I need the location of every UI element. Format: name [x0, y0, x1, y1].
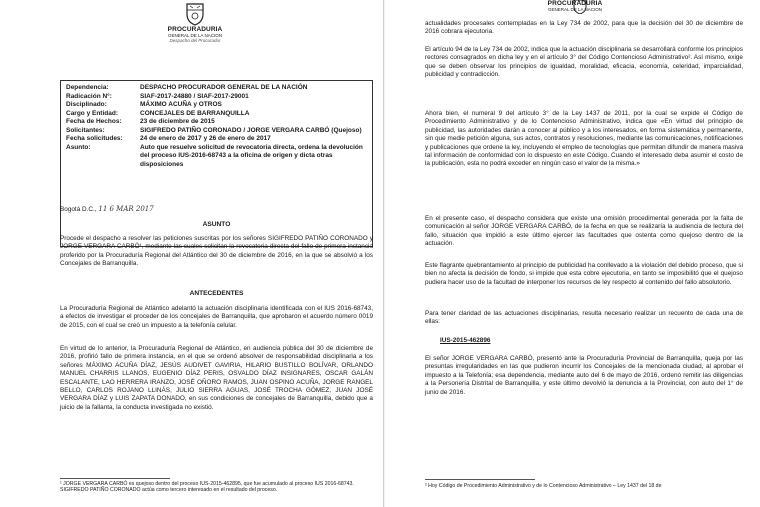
paragraph-quebrantamiento: Este flagrante quebrantamiento al principio de publicidad ha conllevado a la violación del debido proceso, que si bien no afecta la decisión de fondo, si impide que esta cobre ejecutoria, en tanto se imposibilitó que el quejoso pudiera hacer uso de la facultad de interponer los recursos de ley respecto al contenido del fallo absolutorio. [425, 262, 743, 286]
info-row-dependencia [66, 84, 367, 93]
date-city: Bogotá D.C., [60, 206, 97, 213]
info-label: Dependencia: [66, 84, 109, 91]
info-row-disciplinado [66, 101, 367, 110]
coat-of-arms-icon [572, 0, 588, 14]
info-row-asunto [66, 144, 367, 170]
org-name: PROCURADURIA [547, 0, 603, 7]
info-label: Radicación N°: [66, 92, 112, 100]
info-value: MÁXIMO ACUÑA y OTROS [140, 101, 222, 108]
paragraph-article-94: El artículo 94 de la Ley 734 de 2002, indica que la actuación disciplinaria se desarrollará conforme los principios rectores consagrados en dicha ley y en el artículo 3° del Código Contencioso Administrativo². Así mismo, exige que se deben observar los principios de igualdad, moralidad, eficacia, economía, celeridad, imparcialidad, publicidad y contradicción. [425, 46, 743, 79]
dependency-note: Despacho del Procurador [169, 38, 221, 43]
paragraph-article-3: Ahora bien, el numeral 9 del artículo 3° de la Ley 1437 de 2011, por la cual se expide el Código de Procedimiento Administrativo y de lo Contencioso Administrativo, indica que «En virtud del principio de publicidad, las autoridades darán a conocer al público y a los interesados, en forma sistemática y permanente, sin que medie petición alguna, sus actos, contratos y resoluciones, mediante las comunicaciones, notificaciones y publicaciones que ordene la ley, incluyendo el empleo de tecnologías que permitan difundir de manera masiva tal información de conformidad con lo dispuesto en este Código. Cuando el interesado deba asumir el costo de la publicación, esta no podrá exceder en ningún caso el valor de la misma.» [425, 110, 743, 168]
footnote-divider [425, 479, 535, 480]
info-label: Fecha de Hechos: [66, 118, 122, 125]
antecedentes-paragraph-2: En virtud de lo anterior, la Procuraduría Regional de Atlántico, en audiencia pública del 30 de diciembre de 2016, profirió fallo de primera instancia, en el que se ordenó absolver de responsabilidad disciplinaria a los señores MÁXIMO ACUÑA DÍAZ, JESÚS AUDIVET GAVIRIA, HILARIO BUSTILLO BOLÍVAR, ORLANDO MANUEL CHARRIS LLANOS, EUGENIO DÍAZ PERIS, OSVALDO DÍAZ INSIGNARES, OSCAR GALÁN ESCALANTE, LAO HERRERA IRANZO, JOSÉ OÑORO RAMOS, JUAN OSPINO ACUÑA, JORGE RANGEL BELLO, CARLOS ROJANO LLINÁS, JULIO SIERRA AGUAS, JOSÉ TROCHA GÓMEZ, JUAN JOSÉ VERGARA DÍAZ y LUIS ZAPATA DONADO, en sus condiciones de concejales de Barranquilla, debido que a juicio de la fallanta, la conducta investigada no existió. [60, 345, 373, 411]
document-date [60, 205, 154, 214]
right-document-page [385, 0, 760, 507]
paragraph-claridad: Para tener claridad de las actuaciones disciplinarias, resulta necesario realizar un recuento de cada una de ellas: [425, 310, 743, 326]
left-page-header [150, 2, 240, 43]
info-label: Disciplinado: [66, 101, 107, 108]
info-value: CONCEJALES DE BARRANQUILLA [140, 109, 250, 117]
info-row-fecha-hechos [66, 118, 367, 127]
antecedentes-heading: ANTECEDENTES [189, 290, 244, 297]
info-row-fecha-solicitudes [66, 135, 367, 144]
footnote-1-continued: SIGIFREDO PATIÑO CORONADO actúa como tercero interesado en el resultado del proceso. [60, 487, 278, 494]
handwritten-date-stamp: 11 6 MAR 2017 [98, 205, 154, 213]
coat-of-arms-icon [184, 2, 206, 26]
org-name: PROCURADURIA [167, 26, 223, 33]
paragraph-presente-caso: En el presente caso, el despacho considera que existe una omisión procedimental generada por la falta de comunicación al señor JORGE VERGARA CARBÓ, de la fecha en que se realizaría la audiencia de lectura del fallo, situación que impidió a este último ejercer las facultades que ostenta como quejoso dentro de la actuación. [425, 215, 743, 248]
footnote-2: ² Hoy Código de Procedimiento Administrativo y de lo Contencioso Administrativo – Ley 1437 del 18 de [425, 483, 662, 489]
asunto-heading: ASUNTO [202, 221, 231, 228]
footnotes [60, 481, 373, 493]
info-row-cargo [66, 110, 367, 119]
case-id-heading: IUS-2015-462896 [440, 337, 491, 344]
info-row-solicitantes [66, 127, 367, 136]
info-label: Asunto: [66, 143, 91, 151]
info-label: Cargo y Entidad: [66, 109, 119, 117]
asunto-paragraph: Procede el despacho a resolver las peticiones suscritas por los señores SIGIFREDO PATIÑO CORONADO y JORGE VERGARA CARBÓ¹, mediante las cuales solicitan la revocatoria directa del fallo de primera instancia proferido por la Procuraduría Regional del Atlántico del 30 de diciembre de 2016, en la que se absolvió a los Concejales de Barranquilla. [60, 235, 373, 268]
paragraph-vergara-queja: El señor JORGE VERGARA CARBÓ, presentó ante la Procuraduría Provincial de Barranquilla, queja por las presuntas irregularidades en las que pudieron incurrir los Concejales de la mencionada ciudad, al aprobar el impuesto a la Telefonía; esa dependencia, mediante auto del 6 de mayo de 2016, ordenó remitir las diligencias a la Personería Distrital de Barranquilla, y este último devolvió la denuncia a la Provincial, con auto del 1° de junio de 2016. [425, 355, 743, 396]
org-subtitle: GENERAL DE LA NACION [547, 7, 603, 12]
footnote-divider [60, 478, 170, 479]
info-label: Fecha solicitudes: [66, 135, 123, 142]
footnote-1: ¹ JORGE VERGARA CARBÓ es quejoso dentro del proceso IUS-2015-462895, que fue acumulado al proceso IUS 2016-68743. [60, 481, 354, 487]
info-label: Solicitantes: [66, 126, 105, 134]
paragraph-continuation: actualidades procesales contempladas en la Ley 734 de 2002, para que la decisión del 30 de diciembre de 2016 cobrara ejecutoria. [425, 20, 743, 36]
info-value: SIGIFREDO PATIÑO CORONADO / JORGE VERGARA CARBÓ (Quejoso) [140, 126, 362, 134]
info-value: Auto que resuelve solicitud de revocatoria directa, ordena la devolución del proceso IUS-2016-68743 a la oficina de origen y dicta otras disposiciones [140, 143, 363, 168]
info-row-radicacion [66, 93, 367, 102]
antecedentes-paragraph-1: La Procuraduría Regional de Atlántico adelantó la actuación disciplinaria identificada con el IUS 2016-68743, a efectos de investigar el proceder de los concejales de Barranquilla, que aprobaron el acuerdo número 0019 de 2015, con el cual se creó un impuesto a la telefonía celular. [60, 305, 373, 329]
info-value: SIAF-2017-24880 / SIAF-2017-29001 [140, 92, 249, 100]
org-subtitle: GENERAL DE LA NACION [167, 33, 223, 38]
info-value: 24 de enero de 2017 y 26 de enero de 2017 [140, 135, 271, 142]
info-value: 23 de diciembre de 2015 [140, 118, 215, 125]
info-value: DESPACHO PROCURADOR GENERAL DE LA NACIÓN [140, 84, 308, 91]
